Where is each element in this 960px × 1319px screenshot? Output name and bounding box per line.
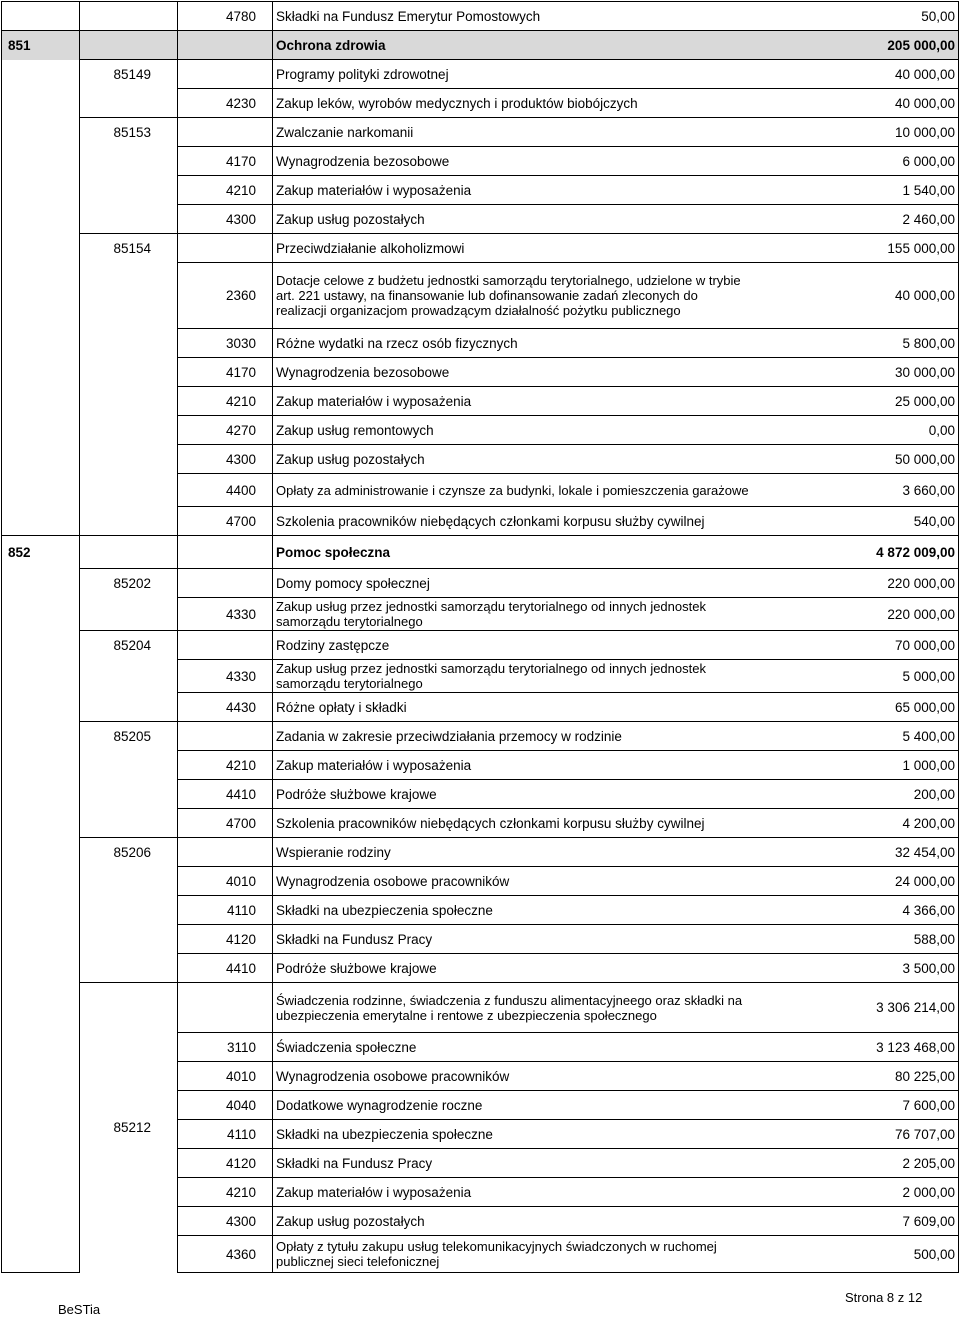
paragraph-code — [178, 569, 273, 598]
amount: 10 000,00 — [753, 118, 959, 147]
amount: 540,00 — [753, 507, 959, 536]
table-row — [2, 118, 959, 147]
amount: 155 000,00 — [753, 234, 959, 263]
section-cell — [2, 983, 80, 1033]
amount: 5 000,00 — [753, 660, 959, 693]
section-cell — [2, 445, 80, 474]
table-row — [2, 693, 959, 722]
paragraph-code: 3110 — [178, 1033, 273, 1062]
amount: 3 306 214,00 — [753, 983, 959, 1033]
paragraph-code — [178, 983, 273, 1033]
subsection-cell — [80, 896, 178, 925]
section-cell — [2, 1207, 80, 1236]
amount: 1 540,00 — [753, 176, 959, 205]
section-cell — [2, 1178, 80, 1207]
section-cell — [2, 507, 80, 536]
table-row — [2, 89, 959, 118]
section-cell — [2, 896, 80, 925]
subsection-cell — [80, 780, 178, 809]
subsection-cell — [80, 329, 178, 358]
section-code: 851 — [2, 31, 80, 60]
table-row — [2, 896, 959, 925]
table-row — [2, 2, 959, 31]
table-row — [2, 474, 959, 507]
table-row — [2, 867, 959, 896]
paragraph-code: 4040 — [178, 1091, 273, 1120]
section-cell — [2, 809, 80, 838]
paragraph-code: 4170 — [178, 358, 273, 387]
item-description: Podróże służbowe krajowe — [273, 780, 753, 809]
section-cell — [2, 1091, 80, 1120]
section-cell — [2, 147, 80, 176]
section-cell — [2, 387, 80, 416]
footer-app-name: BeSTia — [58, 1302, 101, 1317]
subsection-cell — [80, 416, 178, 445]
amount: 4 872 009,00 — [753, 536, 959, 569]
paragraph-code: 4110 — [178, 896, 273, 925]
table-row — [2, 234, 959, 263]
item-description: Różne opłaty i składki — [273, 693, 753, 722]
amount: 32 454,00 — [753, 838, 959, 867]
subsection-code: 85153 — [80, 118, 178, 147]
paragraph-code: 4700 — [178, 507, 273, 536]
item-description: Składki na ubezpieczenia społeczne — [273, 896, 753, 925]
item-description: Składki na Fundusz Emerytur Pomostowych — [273, 2, 753, 31]
paragraph-code: 4010 — [178, 1062, 273, 1091]
item-description: Zakup usług przez jednostki samorządu terytorialnego od innych jednostek samorządu terytorialnego — [273, 660, 753, 693]
item-description: Zakup usług pozostałych — [273, 445, 753, 474]
subsection-cell — [80, 358, 178, 387]
subsection-cell — [80, 809, 178, 838]
table-row — [2, 358, 959, 387]
subsection-code: 85202 — [80, 569, 178, 598]
subsection-cell — [80, 474, 178, 507]
amount: 5 800,00 — [753, 329, 959, 358]
paragraph-code: 2360 — [178, 263, 273, 329]
subsection-cell — [80, 176, 178, 205]
section-cell — [2, 751, 80, 780]
amount: 1 000,00 — [753, 751, 959, 780]
table-row — [2, 954, 959, 983]
subsection-cell — [80, 954, 178, 983]
item-description: Zakup leków, wyrobów medycznych i produktów biobójczych — [273, 89, 753, 118]
item-description: Domy pomocy społecznej — [273, 569, 753, 598]
subsection-cell — [80, 205, 178, 234]
amount: 40 000,00 — [753, 60, 959, 89]
amount: 2 000,00 — [753, 1178, 959, 1207]
subsection-cell — [80, 2, 178, 31]
amount: 50,00 — [753, 2, 959, 31]
amount: 200,00 — [753, 780, 959, 809]
amount: 30 000,00 — [753, 358, 959, 387]
section-cell — [2, 693, 80, 722]
amount: 0,00 — [753, 416, 959, 445]
section-code: 852 — [2, 536, 80, 569]
section-cell — [2, 89, 80, 118]
subsection-cell — [80, 263, 178, 329]
section-cell — [2, 1062, 80, 1091]
paragraph-code: 4300 — [178, 205, 273, 234]
amount: 3 660,00 — [753, 474, 959, 507]
item-description: Zakup usług przez jednostki samorządu terytorialnego od innych jednostek samorządu terytorialnego — [273, 598, 753, 631]
paragraph-code: 4700 — [178, 809, 273, 838]
table-row — [2, 536, 959, 569]
table-row — [2, 329, 959, 358]
item-description: Świadczenia rodzinne, świadczenia z funduszu alimentacyjneego oraz składki na ubezpieczenia emerytalne i rentowe z ubezpieczenia społecznego — [273, 983, 753, 1033]
amount: 6 000,00 — [753, 147, 959, 176]
item-description: Zakup usług pozostałych — [273, 205, 753, 234]
amount: 76 707,00 — [753, 1120, 959, 1149]
section-cell — [2, 838, 80, 867]
table-row — [2, 445, 959, 474]
item-description: Składki na Fundusz Pracy — [273, 1149, 753, 1178]
paragraph-code: 4210 — [178, 1178, 273, 1207]
subsection-cell — [80, 867, 178, 896]
paragraph-code: 4010 — [178, 867, 273, 896]
section-cell — [2, 1236, 80, 1273]
table-row — [2, 147, 959, 176]
subsection-code: 85206 — [80, 838, 178, 867]
amount: 24 000,00 — [753, 867, 959, 896]
section-cell — [2, 234, 80, 263]
item-description: Dotacje celowe z budżetu jednostki samorządu terytorialnego, udzielone w trybie art. 221 ustawy, na finansowanie lub dofinansowanie zadań zleconych do realizacji organizacjom prowadzącym działalność pożytku publicznego — [273, 263, 753, 329]
item-description: Zakup usług pozostałych — [273, 1207, 753, 1236]
section-cell — [2, 867, 80, 896]
subsection-cell — [80, 693, 178, 722]
section-cell — [2, 263, 80, 329]
amount: 3 123 468,00 — [753, 1033, 959, 1062]
item-description: Zakup usług remontowych — [273, 416, 753, 445]
paragraph-code: 4330 — [178, 660, 273, 693]
paragraph-code: 4210 — [178, 387, 273, 416]
paragraph-code — [178, 722, 273, 751]
subsection-code: 85204 — [80, 631, 178, 660]
item-description: Przeciwdziałanie alkoholizmowi — [273, 234, 753, 263]
table-row — [2, 631, 959, 660]
item-description: Składki na ubezpieczenia społeczne — [273, 1120, 753, 1149]
budget-table — [1, 1, 959, 1273]
section-cell — [2, 954, 80, 983]
item-description: Zakup materiałów i wyposażenia — [273, 751, 753, 780]
item-description: Wynagrodzenia bezosobowe — [273, 358, 753, 387]
paragraph-code: 4210 — [178, 751, 273, 780]
section-cell — [2, 60, 80, 89]
table-row — [2, 507, 959, 536]
section-cell — [2, 118, 80, 147]
amount: 65 000,00 — [753, 693, 959, 722]
item-description: Zakup materiałów i wyposażenia — [273, 1178, 753, 1207]
amount: 50 000,00 — [753, 445, 959, 474]
subsection-cell — [80, 31, 178, 60]
table-row — [2, 205, 959, 234]
item-description: Świadczenia społeczne — [273, 1033, 753, 1062]
item-description: Opłaty za administrowanie i czynsze za budynki, lokale i pomieszczenia garażowe — [273, 474, 753, 507]
item-description: Zakup materiałów i wyposażenia — [273, 387, 753, 416]
section-cell — [2, 569, 80, 598]
section-cell — [2, 2, 80, 31]
amount: 5 400,00 — [753, 722, 959, 751]
subsection-cell — [80, 507, 178, 536]
section-cell — [2, 780, 80, 809]
paragraph-code: 4170 — [178, 147, 273, 176]
amount: 220 000,00 — [753, 569, 959, 598]
paragraph-code: 4780 — [178, 2, 273, 31]
subsection-code: 85154 — [80, 234, 178, 263]
amount: 25 000,00 — [753, 387, 959, 416]
subsection-cell — [80, 925, 178, 954]
amount: 70 000,00 — [753, 631, 959, 660]
subsection-cell — [80, 751, 178, 780]
subsection-code: 85149 — [80, 60, 178, 89]
table-row — [2, 809, 959, 838]
paragraph-code — [178, 631, 273, 660]
table-row — [2, 838, 959, 867]
paragraph-code — [178, 234, 273, 263]
section-cell — [2, 205, 80, 234]
amount: 3 500,00 — [753, 954, 959, 983]
subsection-cell — [80, 598, 178, 631]
paragraph-code — [178, 31, 273, 60]
paragraph-code: 4410 — [178, 780, 273, 809]
amount: 220 000,00 — [753, 598, 959, 631]
section-cell — [2, 925, 80, 954]
item-description: Dodatkowe wynagrodzenie roczne — [273, 1091, 753, 1120]
paragraph-code: 4410 — [178, 954, 273, 983]
table-row — [2, 176, 959, 205]
item-description: Wynagrodzenia osobowe pracowników — [273, 1062, 753, 1091]
footer-page-number: Strona 8 z 12 — [845, 1290, 923, 1305]
item-description: Składki na Fundusz Pracy — [273, 925, 753, 954]
subsection-cell — [80, 536, 178, 569]
section-cell — [2, 358, 80, 387]
section-cell — [2, 722, 80, 751]
table-row — [2, 60, 959, 89]
paragraph-code — [178, 60, 273, 89]
section-cell — [2, 598, 80, 631]
paragraph-code: 4330 — [178, 598, 273, 631]
subsection-cell — [80, 387, 178, 416]
subsection-cell — [80, 89, 178, 118]
item-description: Rodziny zastępcze — [273, 631, 753, 660]
section-cell — [2, 1033, 80, 1062]
section-cell — [2, 176, 80, 205]
amount: 588,00 — [753, 925, 959, 954]
amount: 40 000,00 — [753, 89, 959, 118]
table-row — [2, 660, 959, 693]
table-row — [2, 780, 959, 809]
paragraph-code: 4270 — [178, 416, 273, 445]
item-description: Programy polityki zdrowotnej — [273, 60, 753, 89]
section-cell — [2, 474, 80, 507]
item-description: Różne wydatki na rzecz osób fizycznych — [273, 329, 753, 358]
item-description: Zadania w zakresie przeciwdziałania przemocy w rodzinie — [273, 722, 753, 751]
amount: 2 460,00 — [753, 205, 959, 234]
item-description: Szkolenia pracowników niebędących członkami korpusu służby cywilnej — [273, 809, 753, 838]
section-cell — [2, 416, 80, 445]
table-row — [2, 569, 959, 598]
paragraph-code — [178, 118, 273, 147]
section-cell — [2, 329, 80, 358]
subsection-cell — [80, 445, 178, 474]
paragraph-code: 3030 — [178, 329, 273, 358]
section-cell — [2, 660, 80, 693]
paragraph-code: 4300 — [178, 1207, 273, 1236]
item-description: Wspieranie rodziny — [273, 838, 753, 867]
paragraph-code: 4300 — [178, 445, 273, 474]
subsection-cell — [80, 660, 178, 693]
item-description: Ochrona zdrowia — [273, 31, 753, 60]
item-description: Szkolenia pracowników niebędących członkami korpusu służby cywilnej — [273, 507, 753, 536]
paragraph-code: 4120 — [178, 925, 273, 954]
paragraph-code: 4110 — [178, 1120, 273, 1149]
section-cell — [2, 631, 80, 660]
subsection-code: 85212 — [80, 983, 178, 1273]
table-row — [2, 983, 959, 1033]
amount: 4 366,00 — [753, 896, 959, 925]
table-row — [2, 416, 959, 445]
subsection-code: 85205 — [80, 722, 178, 751]
item-description: Opłaty z tytułu zakupu usług telekomunikacyjnych świadczonych w ruchomej publicznej sieci telefonicznej — [273, 1236, 753, 1273]
subsection-cell — [80, 147, 178, 176]
amount: 2 205,00 — [753, 1149, 959, 1178]
amount: 80 225,00 — [753, 1062, 959, 1091]
amount: 40 000,00 — [753, 263, 959, 329]
paragraph-code: 4210 — [178, 176, 273, 205]
table-row — [2, 925, 959, 954]
table-row — [2, 598, 959, 631]
paragraph-code: 4230 — [178, 89, 273, 118]
item-description: Wynagrodzenia osobowe pracowników — [273, 867, 753, 896]
paragraph-code: 4400 — [178, 474, 273, 507]
amount: 4 200,00 — [753, 809, 959, 838]
table-row — [2, 751, 959, 780]
table-row — [2, 31, 959, 60]
table-row — [2, 387, 959, 416]
item-description: Zwalczanie narkomanii — [273, 118, 753, 147]
item-description: Wynagrodzenia bezosobowe — [273, 147, 753, 176]
paragraph-code: 4360 — [178, 1236, 273, 1273]
item-description: Pomoc społeczna — [273, 536, 753, 569]
paragraph-code: 4430 — [178, 693, 273, 722]
item-description: Podróże służbowe krajowe — [273, 954, 753, 983]
amount: 7 600,00 — [753, 1091, 959, 1120]
table-row — [2, 263, 959, 329]
item-description: Zakup materiałów i wyposażenia — [273, 176, 753, 205]
table-row — [2, 722, 959, 751]
section-cell — [2, 1120, 80, 1149]
amount: 7 609,00 — [753, 1207, 959, 1236]
paragraph-code: 4120 — [178, 1149, 273, 1178]
paragraph-code — [178, 838, 273, 867]
amount: 205 000,00 — [753, 31, 959, 60]
section-cell — [2, 1149, 80, 1178]
paragraph-code — [178, 536, 273, 569]
amount: 500,00 — [753, 1236, 959, 1273]
